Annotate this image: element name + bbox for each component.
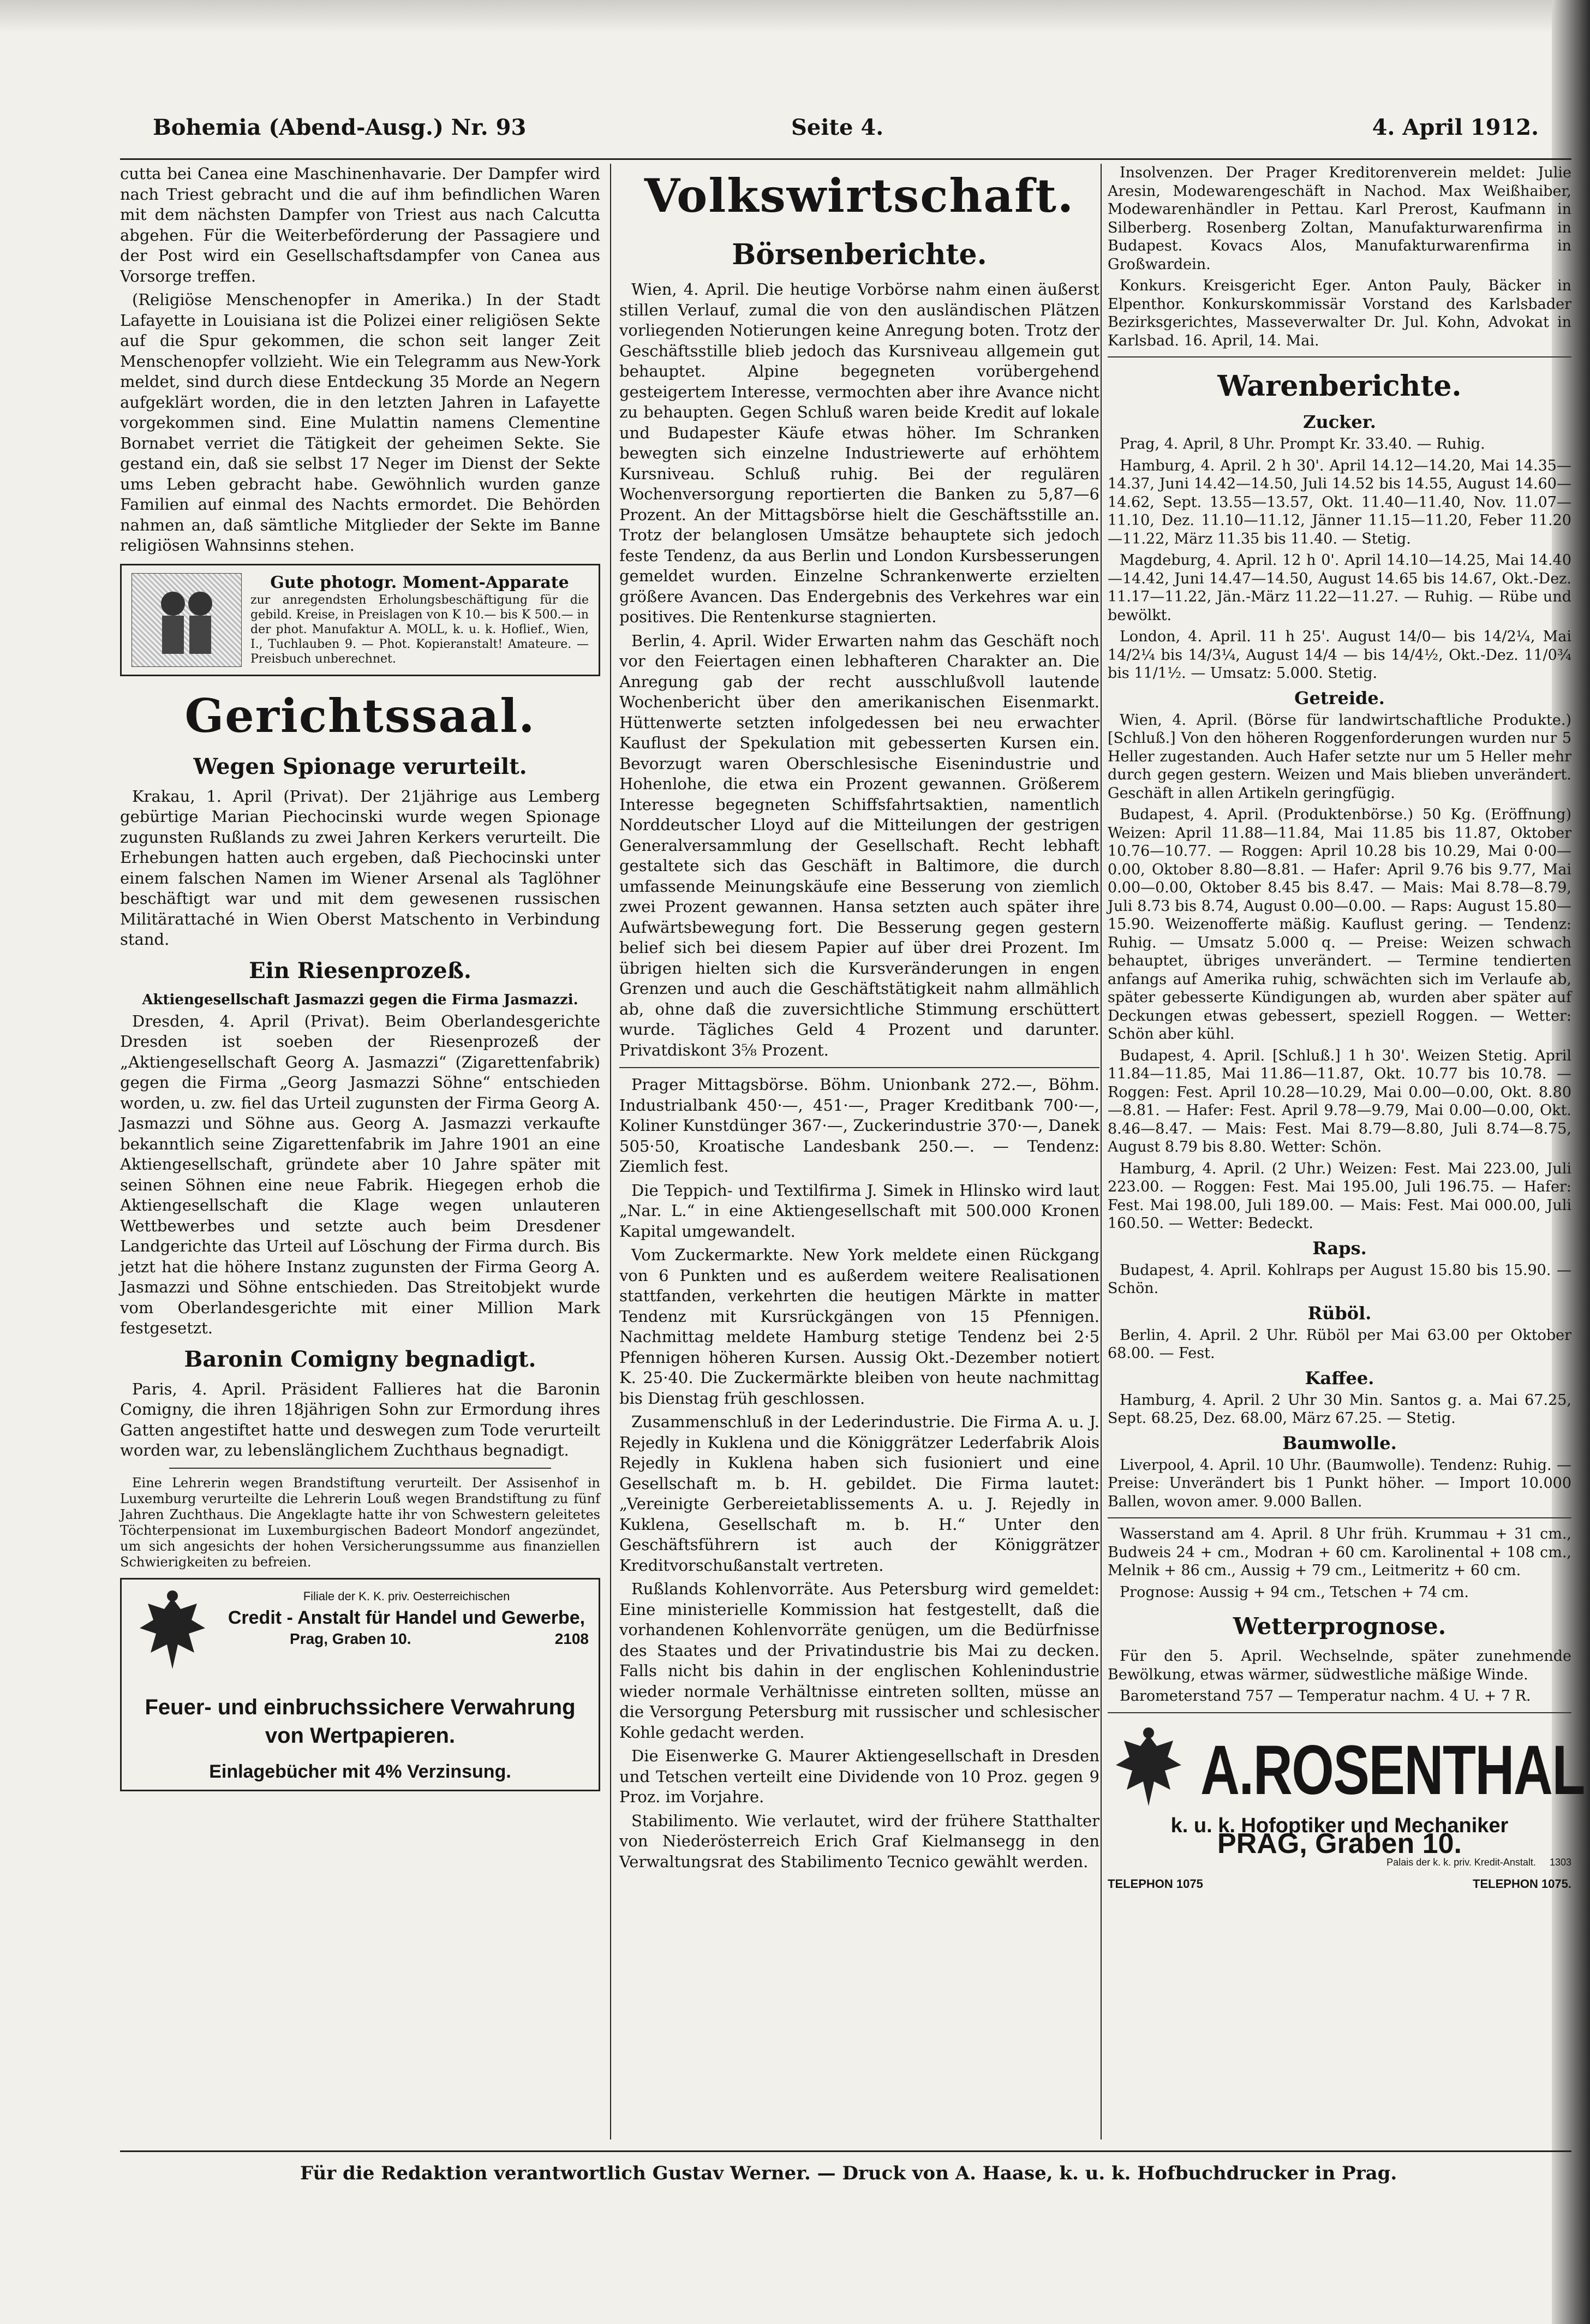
- report-budapest-schluss: Budapest, 4. April. [Schluß.] 1 h 30'. Weizen Stetig. April 11.84—11.85, Mai 11.86—11.87, Okt. 10.77 bis 10.78. — Roggen: Fest. April 10.28—10.29, Mai 0.00—0.00, Okt. 8.80—8.81. — Hafer: Fest. April 9.78—9.79, Mai 0.00—0.00, Okt. 8.46—8.47. — Mais: Fest. Mai 8.79—8.80, Juli 8.74—8.75, August 8.79 bis 8.80. Wetter: Schön.: [1108, 1047, 1571, 1155]
- credit-ad-top: [131, 1587, 589, 1680]
- telephone-right: TELEPHON 1075.: [1473, 1877, 1571, 1891]
- credit-ad-number: 2108: [554, 1630, 589, 1647]
- figures-icon: [143, 582, 230, 658]
- report-wien-getreide: Wien, 4. April. (Börse für landwirtschaftliche Produkte.) [Schluß.] Von den höheren Roggenforderungen wurden nur 5 Heller zugestanden. Auch Hafer setzte nur um 5 Heller mehr durch gegen gestern. Weizen und Mais blieben unverändert. Geschäft in allen Artikeln geringfügig.: [1108, 711, 1571, 802]
- article-religious-sacrifice: (Religiöse Menschenopfer in Amerika.) In der Stadt Lafayette in Louisiana ist die Polizei einer religiösen Sekte auf die Spur gekommen, die schon seit langer Zeit Menschenopfer vollzieht. Wie ein Telegramm aus New-York meldet, sind durch diese Entdeckung 35 Morde an Negern aufgeklärt worden, die in den letzten Jahren in Lafayette vorgekommen sind. Eine Mulattin namens Clementine Bornabet verriet die Tätigkeit der geheimen Sekte. Sie gestand ein, daß sie selbst 17 Neger im Dienst der Sekte ums Leben gebracht habe. Gewöhnlich wurden ganze Familien auf einmal des Nachts ermordet. Die Behörden nahmen an, daß sämtliche Mitglieder der Sekte im Banne religiösen Wahnsinns stehen.: [120, 290, 600, 555]
- rosenthal-telephones: [1108, 1875, 1571, 1893]
- divider: [619, 1067, 1099, 1068]
- credit-ad-headline: Feuer- und einbruchssichere Verwahrung von Wertpapieren.: [145, 1695, 576, 1748]
- credit-ad-interest: Einlagebücher mit 4% Verzinsung.: [209, 1761, 511, 1782]
- report-rueboel: Berlin, 4. April. 2 Uhr. Rüböl per Mai 63.00 per Oktober 68.00. — Fest.: [1108, 1326, 1571, 1362]
- rosenthal-address: PRAG, Graben 10.: [1217, 1828, 1462, 1860]
- rosenthal-number: 1303: [1549, 1856, 1571, 1868]
- rosenthal-details: [1108, 1814, 1571, 1893]
- column-1: [120, 164, 600, 1799]
- article-riesenprozess: Dresden, 4. April (Privat). Beim Oberlandesgerichte Dresden ist soeben der Riesenprozeß der „Aktiengesellschaft Georg A. Jasmazzi“ (Zigarettenfabrik) gegen die Firma „Georg Jasmazzi Söhne“ entschieden worden, u. zw. fiel das Urteil zugunsten der Firma Georg A. Jasmazzi und Söhne aus. Georg A. Jasmazzi verkaufte bekanntlich seine Zigarettenfabrik im Jahre 1901 an eine Aktiengesellschaft, gründete aber 10 Jahre später mit seinen Söhnen eine neue Fabrik. Hiegegen erhob die Aktiengesellschaft die Klage wegen unlauteren Wettbewerbes und setzte auch beim Dresdener Landgerichte das Urteil auf Löschung der Firma durch. Bis jetzt hat die höhere Instanz zugunsten der Firma Georg A. Jasmazzi und Söhne entschieden. Das Streitobjekt wurde vom Oberlandesgerichte mit einer Million Mark festgesetzt.: [120, 1011, 600, 1337]
- header-publication: Bohemia (Abend-Ausg.) Nr. 93: [153, 115, 527, 140]
- article-text: cutta bei Canea eine Maschinenhavarie. Der Dampfer wird nach Triest gebracht und die auf ihm befindlichen Waren mit dem nächsten Dampfer von Triest aus nach Calcutta abgehen. Für die Weiterbeförderung der Passagiere und der Post wird ein Gesellschaftsdampfer von Canea aus Vorsorge treffen.: [120, 164, 600, 285]
- footer-rule: [120, 2150, 1571, 2152]
- advertisement-credit-anstalt: [120, 1578, 600, 1792]
- report-london: London, 4. April. 11 h 25'. August 14/0— bis 14/2¼, Mai 14/2¼ bis 14/3¼, August 14/4 — bis 14/4½, Okt.-Dez. 11/0¾ bis 11/1½. — Umsatz: 5.000. Stetig.: [1108, 628, 1571, 682]
- article-baronin: Paris, 4. April. Präsident Fallieres hat die Baronin Comigny, die ihren 18jährigen Sohn zur Ermordung ihres Gatten angestiftet hatte und deswegen zum Tode verurteilt worden war, zu lebenslänglichem Zuchthaus begnadigt.: [120, 1379, 600, 1459]
- camera-ad-text: zur anregendsten Erholungsbeschäftigung für die gebild. Kreise, in Preislagen von K 10.— bis K 500.— in der phot. Manufaktur A. MOLL, k. u. k. Hoflief., Wien, I., Tuchlauben 9. — Phot. Kopieranstalt! Amateure. — Preisbuch unberechnet.: [250, 593, 589, 666]
- article-insolvenzen: Insolvenzen. Der Prager Kreditorenverein meldet: Julie Aresin, Modewarengeschäft in Nachod. Max Weißhaiber, Modewarenhändler in Pettau. Karl Prerost, Kaufmann in Silberberg. Rosenberg Zoltan, Manufakturwarenfirma in Budapest. Kovacs Alos, Manufakturwarenfirma in Großwardein.: [1108, 164, 1571, 273]
- section-warenberichte: Warenberichte.: [1217, 370, 1462, 403]
- divider: [1108, 356, 1571, 357]
- heading-raps: Raps.: [1312, 1237, 1367, 1259]
- camera-ad-illustration: [131, 573, 242, 667]
- imprint-footer: Für die Redaktion verantwortlich Gustav Werner. — Druck von A. Haase, k. u. k. Hofbuchdrucker in Prag.: [300, 2162, 1397, 2184]
- report-kaffee: Hamburg, 4. April. 2 Uhr 30 Min. Santos g. a. Mai 67.25, Sept. 68.25, Dez. 68.00, März 67.25. — Stetig.: [1108, 1391, 1571, 1427]
- article-konkurs: Konkurs. Kreisgericht Eger. Anton Pauly, Bäcker in Elpenthor. Konkurskommissär Vorstand des Karlsbader Bezirksgerichtes, Masseverwalter Dr. Jul. Kohn, Advokat in Karlsbad. 16. April, 14. Mai.: [1108, 277, 1571, 349]
- header-rule: [120, 158, 1571, 160]
- article-zuckermarkt: Vom Zuckermarkte. New York meldete einen Rückgang von 6 Punkten und es außerdem weitere Realisationen stattfanden, verkehrten die heutigen Märkte in matter Tendenz mit Kursrückgängen von 15 Pfennigen. Nachmittag meldete Hamburg stetige Tendenz bei 2·5 Pfennigen höheren Kursen. Aussig Okt.-Dezember notiert K. 25·40. Die Zuckermärkte bleiben von heute nachmittag bis Dienstag früh geschlossen.: [619, 1246, 1099, 1408]
- report-magdeburg: Magdeburg, 4. April. 12 h 0'. April 14.10—14.25, Mai 14.40—14.42, Juni 14.47—14.50, August 14.65 bis 14.67, Okt.-Dez. 11.17—11.22, Jän.-März 11.22—11.27. — Ruhig. — Rübe und bewölkt.: [1108, 552, 1571, 624]
- heading-baumwolle: Baumwolle.: [1282, 1432, 1397, 1453]
- report-hamburg: Hamburg, 4. April. 2 h 30'. April 14.12—14.20, Mai 14.35—14.37, Juni 14.42—14.50, Juli 14.52 bis 14.55, August 14.60—14.62, Sept. 13.55—13.57, Okt. 11.40—11.40, Nov. 11.07—11.10, Dez. 11.10—11.12, Jänner 11.15—11.20, Feber 11.20—11.22, März 11.35 bis 11.40. — Stetig.: [1108, 457, 1571, 547]
- article-teppich: Die Teppich- und Textilfirma J. Simek in Hlinsko wird laut „Nar. L.“ in eine Aktiengesellschaft mit 500.000 Kronen Kapital umgewandelt.: [619, 1181, 1099, 1241]
- column-2: [619, 164, 1099, 1875]
- article-kohlenvorraete: Rußlands Kohlenvorräte. Aus Petersburg wird gemeldet: Eine ministerielle Kommission hat festgestellt, daß die vorhandenen Kohlenvorräte genügen, um die Bedürfnisse des Staates und der Privatindustrie bis Mai zu decken. Falls nicht bis dahin in der englischen Kohlenindustrie wieder normale Verhältnisse eintreten sollten, müsse an die Versorgung Petersburg mit russischer und schlesischer Kohle gedacht werden.: [619, 1580, 1099, 1742]
- article-eisenwerke: Die Eisenwerke G. Maurer Aktiengesellschaft in Dresden und Tetschen verteilt eine Dividende von 10 Proz. gegen 9 Proz. im Vorjahre.: [619, 1747, 1099, 1806]
- header-page-number: Seite 4.: [791, 115, 884, 140]
- article-berlin-boerse: Berlin, 4. April. Wider Erwarten nahm das Geschäft noch vor den Feiertagen einen lebhafteren Charakter an. Die Anregung gab der recht ausschlußvoll lautende Wochenbericht über den amerikanischen Eisenmarkt. Hüttenwerte setzten infolgedessen bei neu erwachter Kauflust der Spekulation mit gebesserten Kursen ein. Bevorzugt waren Oberschlesische Eisenindustrie und Hohenlohe, die etwa ein Prozent gewannen. Größerem Interesse begegneten Schiffsfahrtsaktien, namentlich Norddeutscher Lloyd auf die Mitteilungen der gestrigen Generalversammlung der Gesellschaft. Recht lebhaft gestaltete sich das Geschäft in Baltimore, die durch umfassende Meinungskäufe eine Besserung von ziemlich zwei Prozent gewannen. Hansa setzten auch später ihre Aufwärtsbewegung fort. Die Besserung gegen gestern belief sich bei diesem Papier auf über drei Prozent. Im übrigen hielten sich die Kursveränderungen in engen Grenzen und auch die Geschäftstätigkeit nahm allmählich ab, ohne daß die zuversichtliche Stimmung erschüttert wurde. Tägliches Geld 4 Prozent und darunter. Privatdiskont 3⅝ Prozent.: [619, 631, 1099, 1059]
- divider: [1108, 1712, 1571, 1713]
- column-divider-1: [610, 164, 611, 2140]
- heading-rueboel: Rüböl.: [1307, 1302, 1372, 1324]
- report-prag: Prag, 4. April, 8 Uhr. Prompt Kr. 33.40. — Ruhig.: [1120, 436, 1485, 452]
- article-spionage: Krakau, 1. April (Privat). Der 21jährige aus Lemberg gebürtige Marian Piechocinski wurde wegen Spionage zugunsten Rußlands zu zwei Jahren Kerkers verurteilt. Die Erhebungen hatten auch ergeben, daß Piechocinski unter einem falschen Namen im Wiener Arsenal als Taglöhner beschäftigt war und mit dem gewesenen russischen Militärattaché in Wien Oberst Matschento in Verbindung stand.: [120, 786, 600, 949]
- article-lehrerin: Eine Lehrerin wegen Brandstiftung verurteilt. Der Assisenhof in Luxemburg verurteilte die Lehrerin Louß wegen Brandstiftung zu fünf Jahren Zuchthaus. Die Angeklagte hatte ihr von Schwestern geleitetes Töchterpensionat im Luxemburgischen Badeort Mondorf angezündet, um sich angesichts der hohen Versicherungssumme aus finanziellen Schwierigkeiten zu befreien.: [120, 1475, 600, 1570]
- heading-riesenprozess: Ein Riesenprozeß.: [249, 957, 471, 984]
- report-wasserstand: Wasserstand am 4. April. 8 Uhr früh. Krummau + 31 cm., Budweis 24 + cm., Modran + 60 cm. Karolinental + 108 cm., Melnik + 86 cm., Aussig + 79 cm., Leitmeritz + 60 cm.: [1108, 1526, 1571, 1579]
- divider: [1108, 1517, 1571, 1518]
- credit-ad-address: Prag, Graben 10.: [290, 1630, 411, 1647]
- advertisement-camera: [120, 564, 600, 676]
- section-volkswirtschaft: Volkswirtschaft.: [644, 169, 1075, 223]
- heading-baronin: Baronin Comigny begnadigt.: [184, 1346, 536, 1372]
- report-raps: Budapest, 4. April. Kohlraps per August 15.80 bis 15.90. — Schön.: [1108, 1261, 1571, 1297]
- double-eagle-icon: [131, 1587, 213, 1680]
- subheading-riesenprozess: Aktiengesellschaft Jasmazzi gegen die Firma Jasmazzi.: [142, 991, 578, 1008]
- heading-zucker: Zucker.: [1303, 412, 1376, 432]
- credit-ad-line1: Filiale der K. K. priv. Oesterreichischen: [303, 1589, 510, 1603]
- divider: [169, 1468, 551, 1469]
- heading-boersenberichte: Börsenberichte.: [732, 238, 987, 271]
- article-lederindustrie: Zusammenschluß in der Lederindustrie. Die Firma A. u. J. Rejedly in Kuklena und die Königgrätzer Lederfabrik Alois Rejedly in Kuklena haben sich fusioniert und eine Gesellschaft m. b. H. gebildet. Die Firma lautet: „Vereinigte Gerbereietablissements A. u. J. Rejedly in Kuklena, Gesellschaft m. b. H.“ Unter den Geschäftsführern ist auch der Königgrätzer Kreditvorschußanstalt vertreten.: [619, 1413, 1099, 1575]
- heading-wetterprognose: Wetterprognose.: [1233, 1613, 1446, 1640]
- report-prognose: Prognose: Aussig + 94 cm., Tetschen + 74 cm.: [1120, 1583, 1469, 1601]
- article-prager-mittagsboerse: Prager Mittagsbörse. Böhm. Unionbank 272.—, Böhm. Industrialbank 450·—, 451·—, Prager Kreditbank 700·—, Koliner Kunstdünger 367·—, Zuckerindustrie 370·—, Danek 505·50, Kroatische Landesbank 250.—. — Tendenz: Ziemlich fest.: [619, 1075, 1099, 1176]
- heading-spionage: Wegen Spionage verurteilt.: [193, 753, 527, 779]
- rosenthal-palais: Palais der k. k. priv. Kredit-Anstalt.: [1386, 1856, 1536, 1868]
- column-divider-2: [1101, 164, 1102, 2140]
- report-hamburg-getreide: Hamburg, 4. April. (2 Uhr.) Weizen: Fest. Mai 223.00, Juli 223.00. — Roggen: Fest. Mai 195.00, Juli 196.75. — Hafer: Fest. Mai 198.00, Juli 189.00. — Mais: Fest. Mai 000.00, Juli 160.50. — Wetter: Bedeckt.: [1108, 1160, 1571, 1232]
- report-barometer: Barometerstand 757 — Temperatur nachm. 4 U. + 7 R.: [1120, 1688, 1531, 1705]
- rosenthal-title: k. u. k. Hofoptiker und Mechaniker: [1170, 1814, 1509, 1837]
- report-baumwolle: Liverpool, 4. April. 10 Uhr. (Baumwolle). Tendenz: Ruhig. — Preise: Unverändert bis 1 Punkt höher. — Import 10.000 Ballen, wovon amer. 9.000 Ballen.: [1108, 1456, 1571, 1510]
- rosenthal-name: A.ROSENTHAL: [1200, 1731, 1585, 1809]
- heading-getreide: Getreide.: [1294, 687, 1385, 708]
- section-gerichtssaal: Gerichtssaal.: [184, 688, 536, 743]
- camera-ad-title: Gute photogr. Moment-Apparate: [270, 573, 569, 592]
- column-3: [1108, 164, 1585, 1893]
- scan-top-edge: [0, 0, 1590, 33]
- report-wetter: Für den 5. April. Wechselnde, später zunehmende Bewölkung, etwas wärmer, südwestliche mäßige Winde.: [1108, 1648, 1571, 1683]
- credit-ad-line2: Credit - Anstalt für Handel und Gewerbe,: [228, 1607, 585, 1628]
- advertisement-rosenthal: [1108, 1724, 1585, 1817]
- telephone-left: TELEPHON 1075: [1108, 1877, 1203, 1891]
- header-date: 4. April 1912.: [1372, 115, 1539, 140]
- heading-kaffee: Kaffee.: [1305, 1367, 1374, 1389]
- article-wien-boerse: Wien, 4. April. Die heutige Vorbörse nahm einen äußerst stillen Verlauf, zumal die von den ausländischen Plätzen vorliegenden Notierungen keine Anregung boten. Trotz der Geschäftsstille blieb jedoch das Kursniveau allgemein gut behauptet. Alpine begegneten vorübergehend gesteigertem Interesse, vermochten aber ihre Avance nicht zu behaupten. Gegen Schluß waren beide Kredit auf lokale und Budapester Käufe etwas höher. Im Schranken bewegten sich einzelne Industriewerte auf erhöhtem Kursniveau. Schluß ruhig. Bei der regulären Wochenversorgung reportierten die Banken zu 5,87—6 Prozent. An der Mittagsbörse hielt die Geschäftsstille an. Trotz der belanglosen Umsätze behauptete sich jedoch feste Tendenz, da aus Berlin und London Kursbesserungen gemeldet wurden. Einzelne Schrankenwerte erzielten größere Avancen. Das Endergebnis des Verkehres war ein positives. Die Rentenkurse stagnierten.: [619, 280, 1099, 626]
- article-stabilimento: Stabilimento. Wie verlautet, wird der frühere Statthalter von Niederösterreich Erich Graf Kielmansegg in den Verwaltungsrat des Stabilimento Tecnico gewählt werden.: [619, 1811, 1099, 1871]
- double-eagle-icon: [1108, 1724, 1189, 1817]
- page-header: [153, 115, 1539, 153]
- report-budapest: Budapest, 4. April. (Produktenbörse.) 50 Kg. (Eröffnung) Weizen: April 11.88—11.84, Mai 11.85 bis 11.87, Oktober 10.76—10.77. — Roggen: April 10.28 bis 10.29, Mai 0·00—0.00, Oktober 8.80—8.81. — Hafer: April 9.76 bis 9.77, Mai 0.00—0.00, Oktober 8.45 bis 8.47. — Mais: Mai 8.78—8.79, Juli 8.73 bis 8.74, August 0.00—0.00. — Raps: August 15.80—15.90. Weizenofferte mäßig. Kauflust gering. — Tendenz: Ruhig. — Umsatz 5.000 q. — Preise: Weizen schwach behauptet, übriges unverändert. — Termine tendierten anfangs auf Amerika ruhig, schwächten sich im Verlaufe ab, später gebesserte Kündigungen ab, wurden aber später auf Deckungen etwas gebessert, speziell Roggen. — Wetter: Schön aber kühl.: [1108, 806, 1571, 1042]
